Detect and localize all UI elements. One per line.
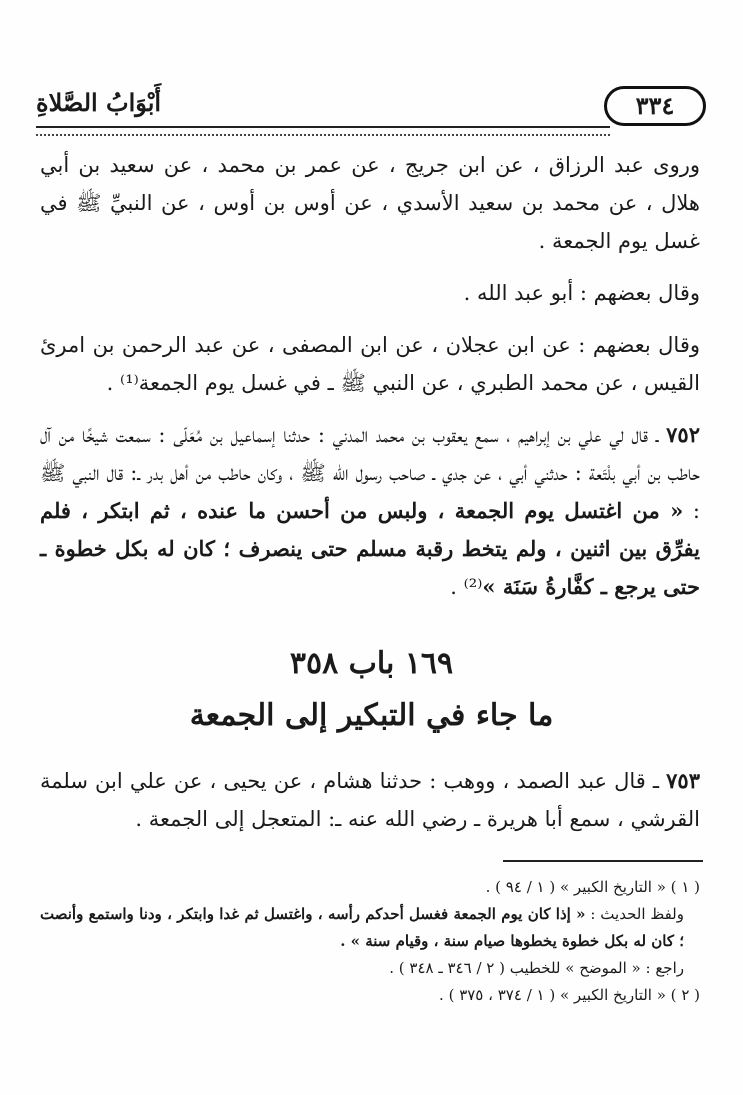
hadith-752-isnad: ـ قال لي علي بن إبراهيم ، سمع يعقوب بن محمد المدني : حدثنا إسماعيل بن مُعَلّى : سمعت شيخًا من آل حاطب بن أبي بلْتَعة : حدثني أبي ، عن جدي ـ صاحب رسول الله ﷺ ، وكان حاطب من أهل بدر ـ: قال النبي ﷺ :: [40, 423, 700, 523]
footnote-2-source: ( ٢ ) « التاريخ الكبير » ( ١ / ٣٧٤ ، ٣٧٥ ) .: [439, 986, 700, 1004]
page-header: [36, 82, 706, 132]
page-number-badge: ٣٣٤: [604, 86, 706, 126]
hadith-752-matn: « من اغتسل يوم الجمعة ، ولبس من أحسن ما عنده ، ثم ابتكر ، فلم يفرِّق بين اثنين ، ولم يتخط رقبة مسلم حتى ينصرف ؛ كان له بكل خطوة ـ حتى يرجع ـ كفَّارةُ سَنَة »: [40, 498, 700, 599]
hadith-753-text: ـ قال عبد الصمد ، ووهب : حدثنا هشام ، عن يحيى ، عن علي ابن سلمة القرشي ، سمع أبا هريرة ـ رضي الله عنه ـ: المتعجل إلى الجمعة .: [40, 769, 700, 831]
hadith-752-footnote-ref: ⁽²⁾ .: [450, 575, 483, 599]
hadith-752: [40, 416, 700, 606]
chapter-title: ما جاء في التبكير إلى الجمعة: [189, 698, 554, 733]
paragraph-3: وقال بعضهم : عن ابن عجلان ، عن ابن المصفى ، عن عبد الرحمن بن امرئ القيس ، عن محمد الطبري ، عن النبي ﷺ ـ في غسل يوم الجمعة⁽¹⁾ .: [40, 333, 700, 395]
main-text-block-2: [40, 762, 700, 838]
footnote-rule: [503, 860, 703, 862]
footnote-1-source: ( ١ ) « التاريخ الكبير » ( ١ / ٩٤ ) .: [485, 878, 700, 896]
paragraph-1: وروى عبد الرزاق ، عن ابن جريج ، عن عمر بن محمد ، عن سعيد بن أبي هلال ، عن محمد بن سعيد الأسدي ، عن أوس بن أوس ، عن النبيِّ ﷺ في غسل يوم الجمعة .: [40, 153, 700, 253]
chapter-number: ١٦٩ باب ٣٥٨: [289, 646, 454, 681]
hadith-753-number: ٧٥٣: [666, 768, 700, 793]
footnote-1-reference: راجع : « الموضح » للخطيب ( ٢ / ٣٤٦ ـ ٣٤٨ ) .: [389, 959, 684, 977]
footnote-1-wording-text: « إذا كان يوم الجمعة فغسل أحدكم رأسه ، واغتسل ثم غدا وابتكر ، ودنا واستمع وأنصت ؛ كان له بكل خطوة يخطوها صيام سنة ، وقيام سنة » .: [40, 905, 684, 950]
header-rule: [36, 126, 610, 136]
running-title: أَبْوَابُ الصَّلاةِ: [36, 88, 162, 117]
hadith-752-number: ٧٥٢: [666, 422, 700, 447]
footnote-1-wording-label: ولفظ الحديث :: [585, 905, 684, 923]
footnotes: [40, 874, 700, 1009]
hadith-753: [40, 762, 700, 838]
paragraph-2: وقال بعضهم : أبو عبد الله .: [463, 281, 700, 305]
main-text-block-1: [40, 146, 700, 606]
footnote-1-wording: [40, 901, 700, 955]
